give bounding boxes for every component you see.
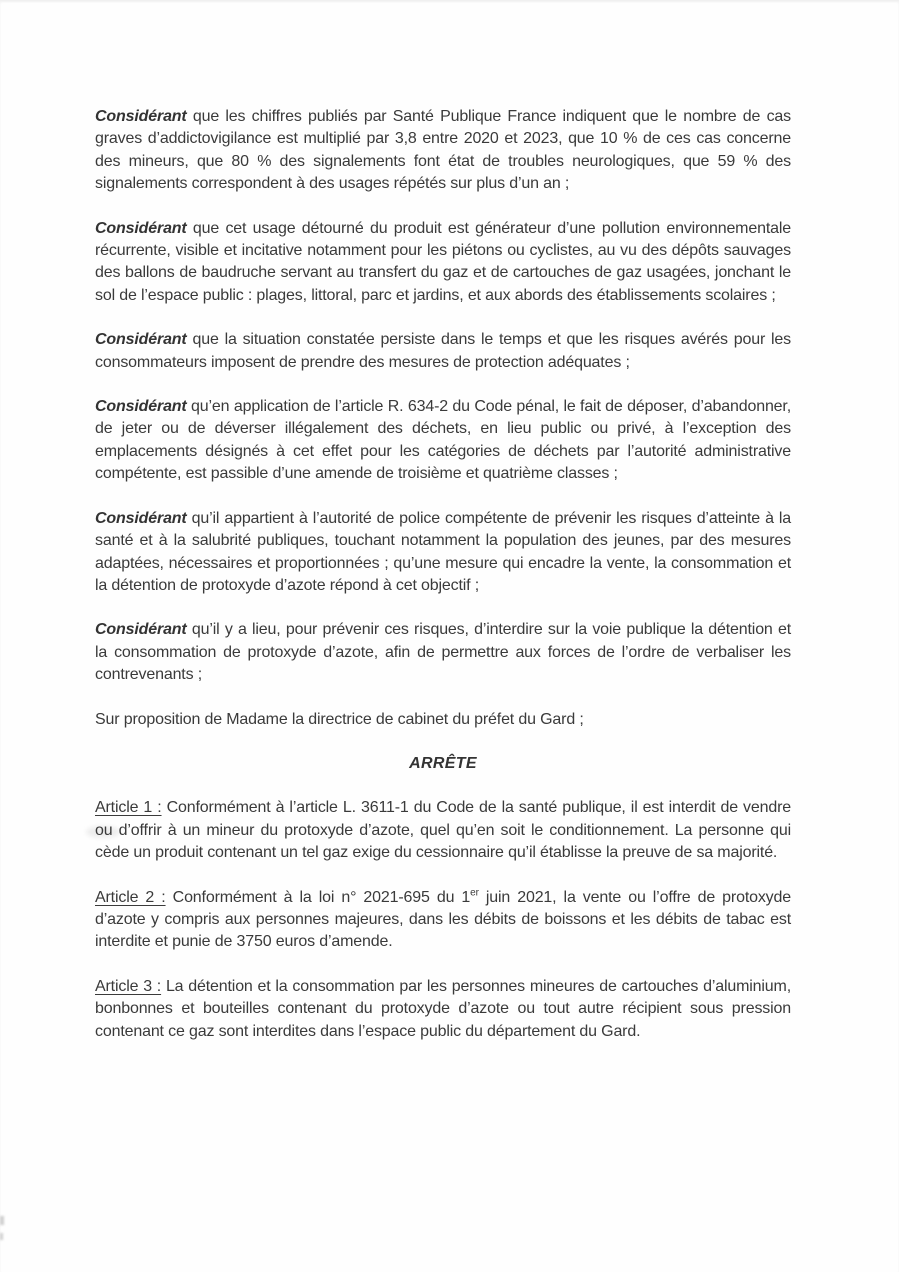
article-text: juin 2021, la vente ou l’offre de protoxyde d’azote y compris aux personnes majeures, dans les débits de boissons et les débits de tabac est interdite et punie de 3750 euros d’amende. <box>95 888 792 951</box>
considerant-lead: Considérant <box>95 331 187 349</box>
proposition-line: Sur proposition de Madame la directrice de cabinet du préfet du Gard ; <box>95 710 584 728</box>
considerant-lead: Considérant <box>95 108 187 125</box>
considerant-2 <box>95 218 791 308</box>
arrete-heading: ARRÊTE <box>409 754 477 772</box>
considerant-lead: Considérant <box>95 398 187 416</box>
document-content <box>95 106 791 1065</box>
considerant-lead: Considérant <box>95 621 187 639</box>
article-text: Conformément à l’article L. 3611-1 du Code de la santé publique, il est interdit de vendre ou d’offrir à un mineur du protoxyde d’azote, quel qu’en soit le conditionnement. La personne qui cède un produit contenant un tel gaz exige du cessionnaire qu’il établisse la preuve de sa majorité. <box>95 799 791 862</box>
considerant-lead: Considérant <box>95 509 187 527</box>
considerant-lead: Considérant <box>95 219 187 237</box>
article-label: Article 2 : <box>95 888 166 906</box>
considerant-3 <box>95 329 791 374</box>
considerant-text: que cet usage détourné du produit est générateur d’une pollution environnementale récurrente, visible et incitative notamment pour les piétons ou cyclistes, au vu des dépôts sauvages des ballons de baudruche servant au transfert du gaz et de cartouches de gaz usagées, jonchant le sol de l’espace public : plages, littoral, parc et jardins, et aux abords des établissements scolaires ; <box>95 219 791 304</box>
article-text: La détention et la consommation par les personnes mineures de cartouches d’aluminium, bonbonnes et bouteilles contenant du protoxyde d’azote ou tout autre récipient sous pression contenant ce gaz sont interdites dans l’espace public du département du Gard. <box>95 977 791 1040</box>
ordinal-superscript: er <box>470 887 479 899</box>
considerant-text: qu’il appartient à l’autorité de police compétente de prévenir les risques d’atteinte à la santé et à la salubrité publiques, touchant notamment la population des jeunes, par des mesures adaptées, nécessaires et proportionnées ; qu’une mesure qui encadre la vente, la consommation et la détention de protoxyde d’azote répond à cet objectif ; <box>95 509 791 594</box>
considerant-text: que la situation constatée persiste dans le temps et que les risques avérés pour les consommateurs imposent de prendre des mesures de protection adéquates ; <box>95 331 792 371</box>
article-label: Article 1 : <box>95 799 162 817</box>
article-1 <box>95 797 791 864</box>
considerant-6 <box>95 619 791 686</box>
scan-edge-artifact <box>0 1233 3 1240</box>
article-label: Article 3 : <box>95 977 162 995</box>
considerant-text: que les chiffres publiés par Santé Publique France indiquent que le nombre de cas graves d’addictovigilance est multiplié par 3,8 entre 2020 et 2023, que 10 % de ces cas concerne des mineurs, que 80 % des signalements font état de troubles neurologiques, que 59 % des signalements correspondent à des usages répétés sur plus d’un an ; <box>95 108 791 193</box>
considerant-text: qu’en application de l’article R. 634-2 du Code pénal, le fait de déposer, d’abandonner, de jeter ou de déverser illégalement des déchets, en lieu public ou privé, à l’exception des emplacements désignés à cet effet pour les catégories de déchets par l’autorité administrative compétente, est passible d’une amende de troisième et quatrième classes ; <box>95 398 791 483</box>
considerant-text: qu’il y a lieu, pour prévenir ces risques, d’interdire sur la voie publique la détention et la consommation de protoxyde d’azote, afin de permettre aux forces de l’ordre de verbaliser les contrevenants ; <box>95 621 791 684</box>
scan-edge-artifact <box>0 1216 4 1225</box>
article-3 <box>95 976 791 1043</box>
considerant-1 <box>95 106 791 196</box>
considerant-4 <box>95 396 791 486</box>
article-2 <box>95 887 791 954</box>
article-text: Conformément à la loi n° 2021-695 du 1 <box>172 888 471 906</box>
considerant-5 <box>95 508 791 598</box>
